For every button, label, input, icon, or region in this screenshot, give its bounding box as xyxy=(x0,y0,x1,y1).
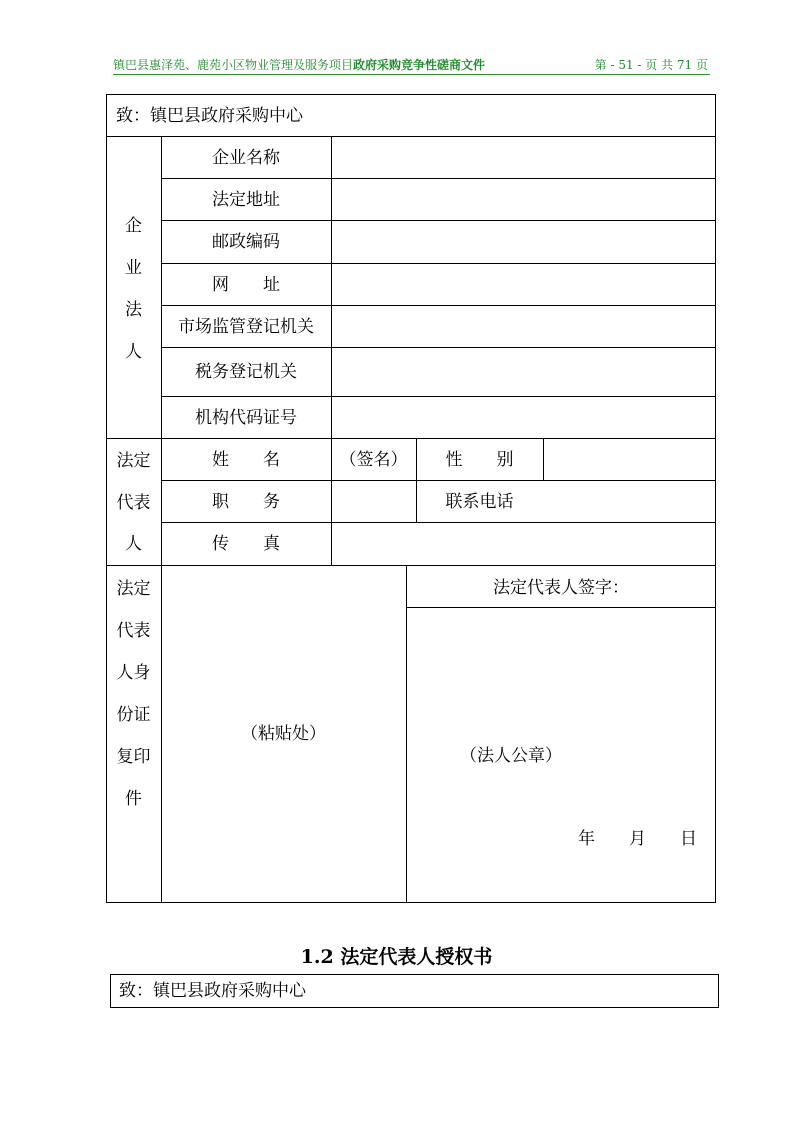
group-char: 人 xyxy=(125,534,142,554)
group-char: 业 xyxy=(125,258,142,278)
label-legal-address: 法定地址 xyxy=(212,190,280,210)
group-char: 代表 xyxy=(116,621,151,641)
group-char: 企 xyxy=(125,216,142,236)
page-header xyxy=(113,56,710,75)
group-char: 法 xyxy=(125,300,142,320)
group-char: 人身 xyxy=(116,663,151,683)
header-project: 镇巴县惠泽苑、鹿苑小区物业管理及服务项目 xyxy=(113,58,354,72)
row-divider xyxy=(106,136,716,137)
seal-note: （法人公章） xyxy=(460,746,562,766)
group-char: 件 xyxy=(125,789,142,809)
label-company-name: 企业名称 xyxy=(212,148,280,168)
col-divider xyxy=(331,136,332,565)
row-divider xyxy=(161,305,716,306)
label-website: 网 址 xyxy=(212,275,280,295)
header-title xyxy=(113,56,485,74)
row-divider xyxy=(161,480,716,481)
row-divider xyxy=(161,396,716,397)
row-divider xyxy=(406,607,716,608)
signature-label: 法定代表人签字： xyxy=(493,578,629,598)
row-divider xyxy=(106,438,716,439)
group-char: 代表 xyxy=(116,493,151,513)
label-market-registration: 市场监管登记机关 xyxy=(178,317,314,337)
group-char: 法定 xyxy=(116,579,151,599)
group-char: 份证 xyxy=(116,705,151,725)
addressee: 致：镇巴县政府采购中心 xyxy=(116,106,303,126)
group-char: 人 xyxy=(125,342,142,362)
header-doc-type: 政府采购竞争性磋商文件 xyxy=(353,58,486,72)
section-title: 1.2 法定代表人授权书 xyxy=(300,946,493,968)
label-org-code: 机构代码证号 xyxy=(195,408,297,428)
label-gender: 性 别 xyxy=(445,450,514,470)
sign-note: （签名） xyxy=(339,450,408,470)
label-position: 职 务 xyxy=(212,492,280,512)
row-divider xyxy=(161,263,716,264)
label-fax: 传 真 xyxy=(212,534,280,554)
col-divider xyxy=(543,438,544,480)
paste-area-note: （粘贴处） xyxy=(241,724,326,744)
label-tax-registration: 税务登记机关 xyxy=(195,362,297,382)
group-char: 法定 xyxy=(116,451,151,471)
row-divider xyxy=(161,220,716,221)
row-divider xyxy=(161,522,716,523)
label-postal-code: 邮政编码 xyxy=(212,232,280,252)
row-divider xyxy=(161,347,716,348)
addressee: 致：镇巴县政府采购中心 xyxy=(119,981,306,1001)
col-divider xyxy=(406,565,407,903)
group-char: 复印 xyxy=(116,747,151,767)
row-divider xyxy=(106,565,716,566)
date-line: 年 月 日 xyxy=(578,829,697,849)
row-divider xyxy=(161,178,716,179)
label-phone: 联系电话 xyxy=(445,492,514,512)
header-page-info: 第 - 51 - 页 共 71 页 xyxy=(594,58,708,72)
label-name: 姓 名 xyxy=(212,450,280,470)
